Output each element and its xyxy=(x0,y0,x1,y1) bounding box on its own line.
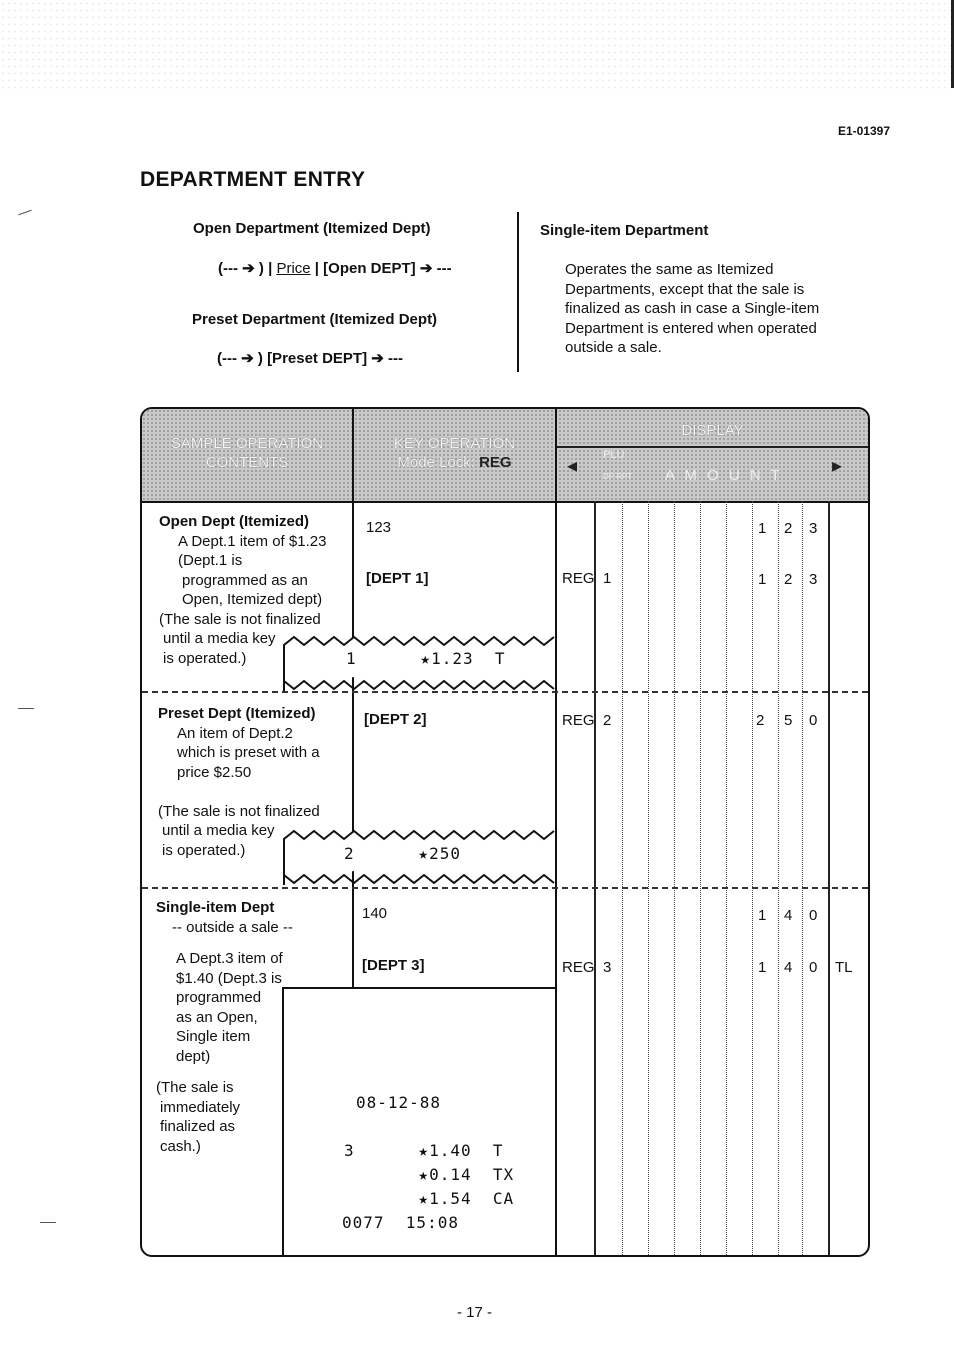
row2-display-digit: 0 xyxy=(809,712,818,729)
display-grid xyxy=(778,501,779,1255)
arrow-icon: ➔ xyxy=(242,260,255,277)
page-title: DEPARTMENT ENTRY xyxy=(140,168,366,191)
header-display: DISPLAY xyxy=(681,422,744,439)
row3-display-digit: 0 xyxy=(809,907,818,924)
header-display-rule xyxy=(557,446,868,448)
display-divider xyxy=(828,501,830,1255)
row3-display-digit: 1 xyxy=(758,959,767,976)
column-divider xyxy=(352,409,354,989)
row-separator xyxy=(142,887,868,889)
row3-key-amount: 140 xyxy=(362,905,388,922)
row1-key-amount: 123 xyxy=(366,519,392,536)
row1-display-dept: 1 xyxy=(603,570,612,587)
header-key-operation: KEY OPERATION Mode Lock: REG xyxy=(393,435,516,471)
row1-display-digit: 2 xyxy=(784,571,793,588)
display-grid xyxy=(802,501,803,1255)
row2-key-dept: [DEPT 2] xyxy=(364,711,427,728)
arrow-left-icon: ◂ xyxy=(567,455,578,477)
row3-receipt-date: 08-12-88 xyxy=(356,1093,442,1112)
row3-contents: Single-item Dept -- outside a sale -- A Dept.3 item of $1.40 (Dept.3 is programmed as an Open, Single item dept) (The sale is immediately finalized as cash.) xyxy=(156,899,293,1155)
document-id: E1-01397 xyxy=(837,124,890,138)
row1-receipt-line: 1 ★1.23 T xyxy=(346,649,506,668)
row1-display-digit: 3 xyxy=(809,571,818,588)
row3-receipt-line: ★1.54 CA xyxy=(344,1189,515,1208)
row3-display-digit: 0 xyxy=(809,959,818,976)
row3-display-digit: 4 xyxy=(784,907,793,924)
display-grid xyxy=(648,501,649,1255)
arrow-icon: ➔ xyxy=(419,260,433,277)
row2-display-dept: 2 xyxy=(603,712,612,729)
display-grid xyxy=(700,501,701,1255)
open-dept-syntax: (--- ➔ ) | Price | [Open DEPT] ➔ --- xyxy=(218,260,452,277)
row3-display-dept: 3 xyxy=(603,959,612,976)
row3-display-digit: 1 xyxy=(758,907,767,924)
open-dept-heading: Open Department (Itemized Dept) xyxy=(193,220,431,237)
row2-contents: Preset Dept (Itemized) An item of Dept.2 which is preset with a price $2.50 (The sale is not finalized until a media key is operated.) xyxy=(158,705,320,859)
row1-display-digit: 3 xyxy=(809,520,818,537)
header-dp-rpt: DP RPT xyxy=(603,472,633,481)
display-divider xyxy=(594,501,596,1255)
row1-key-dept: [DEPT 1] xyxy=(366,570,429,587)
margin-mark xyxy=(40,1222,56,1223)
display-grid xyxy=(674,501,675,1255)
arrow-icon: ➔ xyxy=(371,350,384,367)
row2-receipt-line: 2 ★250 xyxy=(344,844,461,863)
arrow-right-icon: ▸ xyxy=(832,455,843,477)
row3-display-digit: 4 xyxy=(784,959,793,976)
row3-receipt-line: 3 ★1.40 T xyxy=(344,1141,504,1160)
display-grid xyxy=(622,501,623,1255)
margin-mark xyxy=(18,210,31,216)
display-grid xyxy=(752,501,753,1255)
preset-dept-syntax: (--- ➔ ) [Preset DEPT] ➔ --- xyxy=(217,350,403,367)
page-number: - 17 - xyxy=(457,1304,493,1321)
scan-noise xyxy=(0,0,954,90)
arrow-icon: ➔ xyxy=(241,350,254,367)
row3-display-suffix: TL xyxy=(835,959,853,976)
row1-display-digit: 2 xyxy=(784,520,793,537)
header-plu: PLU xyxy=(603,449,625,461)
preset-dept-heading: Preset Department (Itemized Dept) xyxy=(192,311,438,328)
display-grid xyxy=(726,501,727,1255)
section-divider xyxy=(517,212,519,372)
row1-display-digit: 1 xyxy=(758,520,767,537)
header-sample-operation: SAMPLE OPERATION CONTENTS xyxy=(170,435,324,471)
receipt-box-top xyxy=(282,987,557,989)
header-amount: A M O U N T xyxy=(665,467,783,484)
row2-display-digit: 2 xyxy=(756,712,765,729)
operation-table xyxy=(140,407,870,1257)
row2-display-digit: 5 xyxy=(784,712,793,729)
row2-display-mode: REG xyxy=(562,712,595,729)
row3-key-dept: [DEPT 3] xyxy=(362,957,425,974)
row3-receipt-line: 0077 15:08 xyxy=(342,1213,459,1232)
single-item-description: Operates the same as Itemized Departments, except that the sale is finalized as cash in case a Single-item Department is entered when operated outside a sale. xyxy=(565,261,820,356)
margin-mark xyxy=(18,708,34,709)
row1-display-digit: 1 xyxy=(758,571,767,588)
row3-display-mode: REG xyxy=(562,959,595,976)
single-item-heading: Single-item Department xyxy=(540,222,709,239)
row3-receipt-line: ★0.14 TX xyxy=(344,1165,515,1184)
row1-display-mode: REG xyxy=(562,570,595,587)
row1-contents: Open Dept (Itemized) A Dept.1 item of $1.23 (Dept.1 is programmed as an Open, Itemized dept) (The sale is not finalized until a media key is operated.) xyxy=(159,513,327,667)
